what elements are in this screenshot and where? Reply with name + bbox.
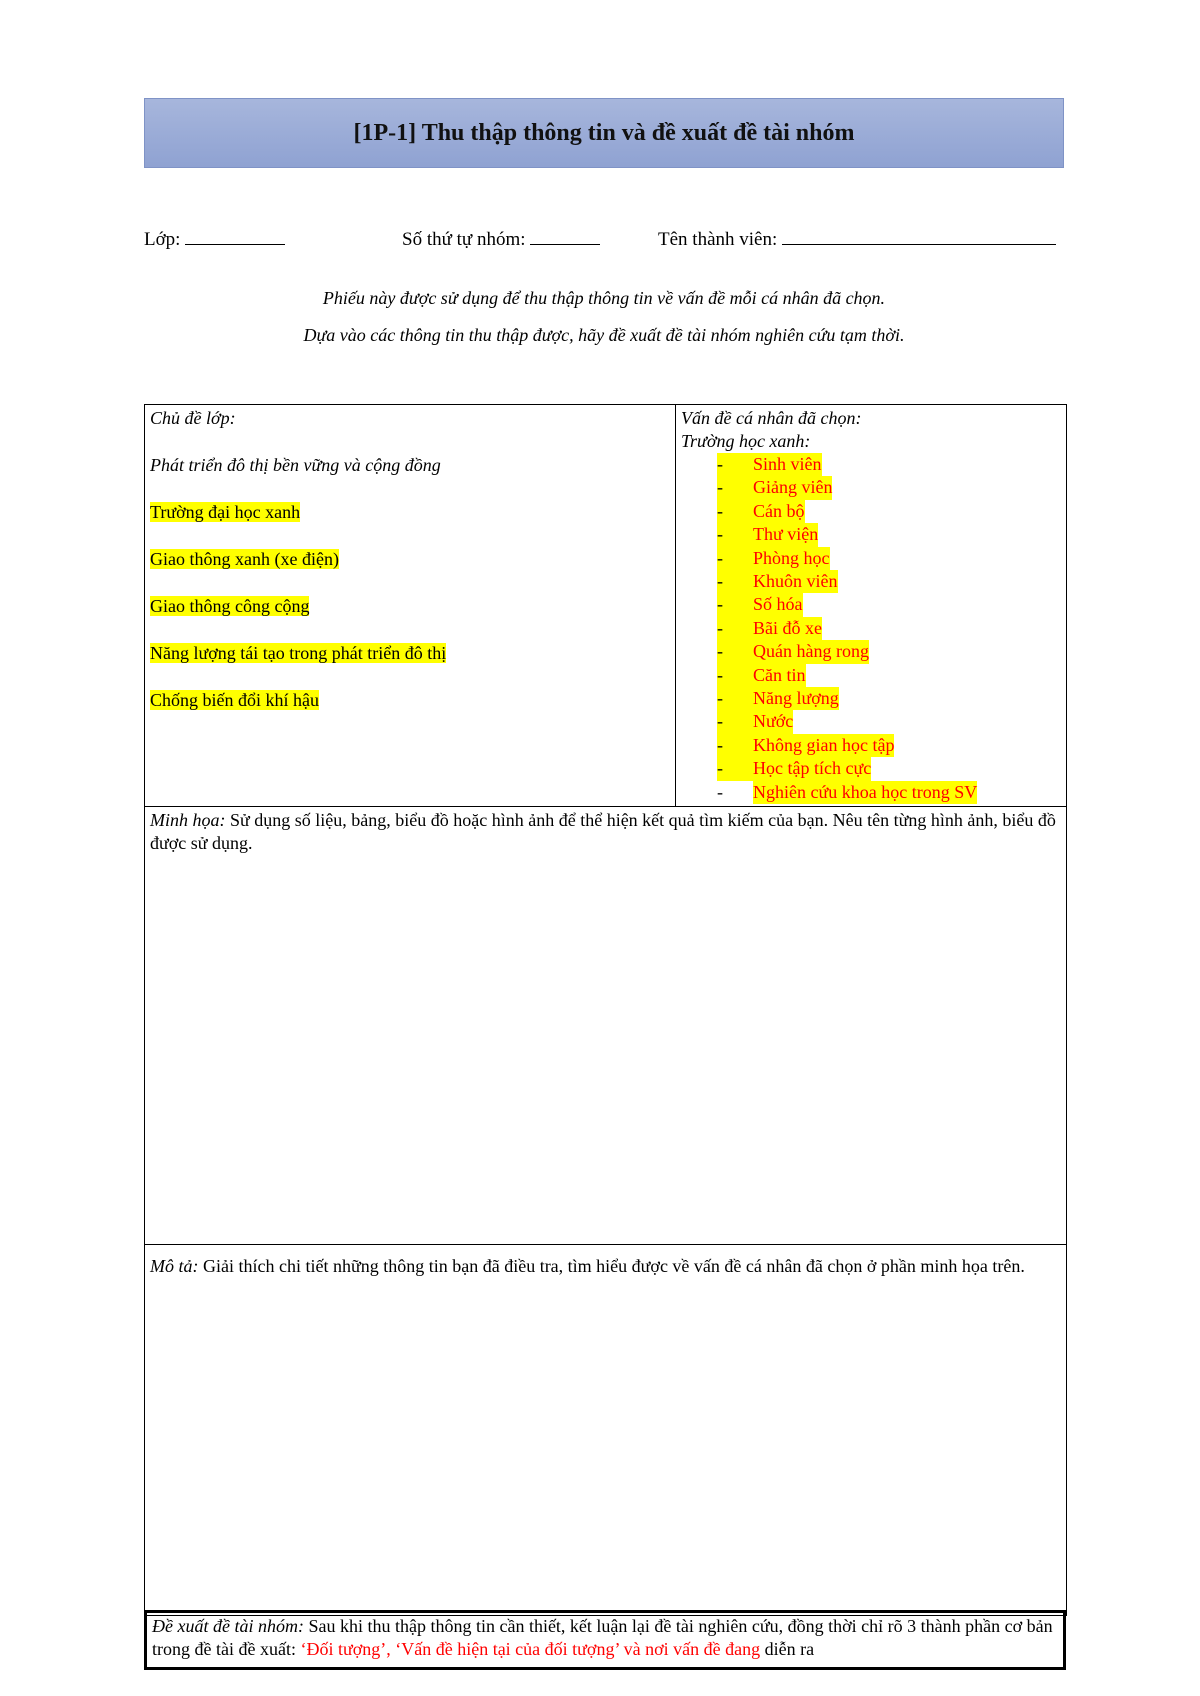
class-topic-item: Chống biến đổi khí hậu bbox=[150, 690, 319, 710]
proposal-tail: diễn ra bbox=[764, 1639, 815, 1659]
intro-line-2: Dựa vào các thông tin thu thập được, hãy đề xuất đề tài nhóm nghiên cứu tạm thời. bbox=[303, 325, 905, 345]
intro-line-1: Phiếu này được sử dụng để thu thập thông tin về vấn đề mỗi cá nhân đã chọn. bbox=[322, 288, 886, 308]
description-cell[interactable] bbox=[145, 1245, 1067, 1616]
list-item: - Nước bbox=[717, 710, 1061, 733]
worksheet-table bbox=[144, 404, 1067, 1616]
list-item: - Phòng học bbox=[717, 547, 1061, 570]
description-row bbox=[145, 1245, 1067, 1616]
list-item: - Quán hàng rong bbox=[717, 640, 1061, 663]
class-topic-item: Giao thông xanh (xe điện) bbox=[150, 549, 339, 569]
list-item: - Căn tin bbox=[717, 664, 1061, 687]
topic-row bbox=[145, 405, 1067, 807]
list-item: - Số hóa bbox=[717, 593, 1061, 616]
class-topic-item: Trường đại học xanh bbox=[150, 502, 301, 522]
list-item: - Năng lượng bbox=[717, 687, 1061, 710]
list-item: - Giảng viên bbox=[717, 476, 1061, 499]
proposal-text: Sau khi thu thập thông tin cần thiết, kết luận lại đề tài nghiên cứu, đồng thời chỉ rõ 3 thành phần cơ bản trong đề tài đề xuất: bbox=[152, 1616, 1053, 1659]
illustration-text: Sử dụng số liệu, bảng, biểu đồ hoặc hình ảnh để thể hiện kết quả tìm kiếm của bạn. Nêu tên từng hình ảnh, biểu đồ được sử dụng. bbox=[150, 810, 1056, 854]
members-field[interactable] bbox=[658, 226, 1056, 251]
group-number-field[interactable] bbox=[402, 226, 600, 251]
list-item: - Sinh viên bbox=[717, 453, 1061, 476]
illustration-row bbox=[145, 807, 1067, 1245]
class-label: Lớp: bbox=[144, 229, 181, 250]
illustration-label: Minh họa: bbox=[150, 810, 226, 831]
personal-problem-label: Vấn đề cá nhân đã chọn: bbox=[681, 408, 862, 428]
page-title: [1P-1] Thu thập thông tin và đề xuất đề tài nhóm bbox=[353, 119, 855, 146]
class-topic-item: Năng lượng tái tạo trong phát triển đô thị bbox=[150, 643, 447, 663]
title-banner bbox=[144, 98, 1064, 168]
personal-problem-cell[interactable] bbox=[676, 405, 1067, 807]
list-item: - Nghiên cứu khoa học trong SV bbox=[717, 781, 1061, 804]
class-topic-cell[interactable] bbox=[145, 405, 676, 807]
description-label: Mô tả: bbox=[150, 1256, 199, 1277]
list-item: - Học tập tích cực bbox=[717, 757, 1061, 780]
proposal-highlight: ‘Đối tượng’, ‘Vấn đề hiện tại của đối tượng’ và nơi vấn đề đang bbox=[300, 1639, 761, 1659]
members-label: Tên thành viên: bbox=[658, 229, 778, 250]
class-topic-item: Giao thông công cộng bbox=[150, 596, 310, 616]
problem-list bbox=[681, 453, 1061, 804]
list-item: - Không gian học tập bbox=[717, 734, 1061, 757]
list-item: - Bãi đỗ xe bbox=[717, 617, 1061, 640]
group-topic-proposal[interactable] bbox=[144, 1610, 1066, 1670]
list-item: - Khuôn viên bbox=[717, 570, 1061, 593]
group-number-label: Số thứ tự nhóm: bbox=[402, 229, 526, 250]
illustration-cell[interactable] bbox=[145, 807, 1067, 1245]
list-item: - Cán bộ bbox=[717, 500, 1061, 523]
class-blank[interactable] bbox=[185, 226, 285, 245]
members-blank[interactable] bbox=[782, 226, 1056, 245]
class-topic-label: Chủ đề lớp: bbox=[150, 408, 236, 428]
group-number-blank[interactable] bbox=[530, 226, 600, 245]
list-item: - Thư viện bbox=[717, 523, 1061, 546]
personal-problem-subtitle: Trường học xanh: bbox=[681, 431, 811, 451]
class-main-topic: Phát triển đô thị bền vững và cộng đồng bbox=[150, 455, 441, 475]
description-text: Giải thích chi tiết những thông tin bạn đã điều tra, tìm hiểu được về vấn đề cá nhân đã chọn ở phần minh họa trên. bbox=[203, 1256, 1025, 1277]
proposal-label: Đề xuất đề tài nhóm: bbox=[152, 1616, 304, 1636]
class-field[interactable] bbox=[144, 226, 285, 251]
